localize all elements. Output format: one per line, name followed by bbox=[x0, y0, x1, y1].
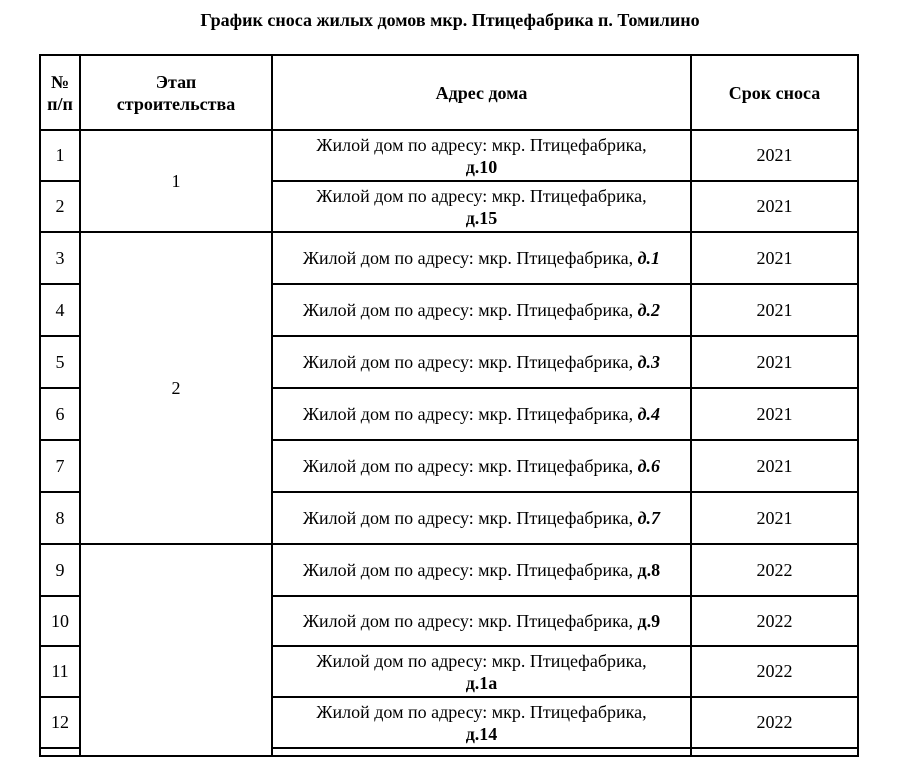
header-address: Адрес дома bbox=[272, 55, 691, 130]
stage-cell bbox=[80, 544, 272, 756]
row-number: 7 bbox=[40, 440, 80, 492]
table-row bbox=[40, 544, 858, 596]
row-number: 12 bbox=[40, 697, 80, 748]
document-title: График сноса жилых домов мкр. Птицефабрика п. Томилино bbox=[200, 10, 700, 30]
row-number: 6 bbox=[40, 388, 80, 440]
stage-cell: 2 bbox=[80, 232, 272, 544]
row-number: 4 bbox=[40, 284, 80, 336]
address-cell: Жилой дом по адресу: мкр. Птицефабрика, д.2 bbox=[272, 284, 691, 336]
deadline-cell: 2021 bbox=[691, 492, 858, 544]
deadline-cell: 2021 bbox=[691, 232, 858, 284]
deadline-cell: 2022 bbox=[691, 646, 858, 697]
deadline-cell: 2021 bbox=[691, 336, 858, 388]
deadline-cell bbox=[691, 748, 858, 756]
table-header-row bbox=[40, 55, 858, 130]
deadline-cell: 2022 bbox=[691, 596, 858, 646]
demolition-schedule-table bbox=[39, 54, 859, 757]
row-number: 9 bbox=[40, 544, 80, 596]
deadline-cell: 2021 bbox=[691, 130, 858, 181]
deadline-cell: 2021 bbox=[691, 181, 858, 232]
deadline-cell: 2022 bbox=[691, 697, 858, 748]
row-number bbox=[40, 748, 80, 756]
table-row bbox=[40, 232, 858, 284]
address-cell: Жилой дом по адресу: мкр. Птицефабрика, д.4 bbox=[272, 388, 691, 440]
deadline-cell: 2021 bbox=[691, 388, 858, 440]
address-cell: Жилой дом по адресу: мкр. Птицефабрика, д.3 bbox=[272, 336, 691, 388]
address-cell: Жилой дом по адресу: мкр. Птицефабрика, д.15 bbox=[272, 181, 691, 232]
address-cell: Жилой дом по адресу: мкр. Птицефабрика, д.1а bbox=[272, 646, 691, 697]
deadline-cell: 2021 bbox=[691, 284, 858, 336]
address-cell: Жилой дом по адресу: мкр. Птицефабрика, д.7 bbox=[272, 492, 691, 544]
row-number: 8 bbox=[40, 492, 80, 544]
deadline-cell: 2022 bbox=[691, 544, 858, 596]
address-cell: Жилой дом по адресу: мкр. Птицефабрика, д.10 bbox=[272, 130, 691, 181]
row-number: 10 bbox=[40, 596, 80, 646]
header-stage: Этап строительства bbox=[80, 55, 272, 130]
row-number: 3 bbox=[40, 232, 80, 284]
address-cell bbox=[272, 748, 691, 756]
row-number: 1 bbox=[40, 130, 80, 181]
header-number: № п/п bbox=[40, 55, 80, 130]
address-cell: Жилой дом по адресу: мкр. Птицефабрика, д.6 bbox=[272, 440, 691, 492]
address-cell: Жилой дом по адресу: мкр. Птицефабрика, д.1 bbox=[272, 232, 691, 284]
row-number: 5 bbox=[40, 336, 80, 388]
address-cell: Жилой дом по адресу: мкр. Птицефабрика, д.8 bbox=[272, 544, 691, 596]
deadline-cell: 2021 bbox=[691, 440, 858, 492]
header-deadline: Срок сноса bbox=[691, 55, 858, 130]
stage-cell: 1 bbox=[80, 130, 272, 232]
row-number: 2 bbox=[40, 181, 80, 232]
address-cell: Жилой дом по адресу: мкр. Птицефабрика, д.14 bbox=[272, 697, 691, 748]
address-cell: Жилой дом по адресу: мкр. Птицефабрика, д.9 bbox=[272, 596, 691, 646]
row-number: 11 bbox=[40, 646, 80, 697]
table-row bbox=[40, 130, 858, 181]
